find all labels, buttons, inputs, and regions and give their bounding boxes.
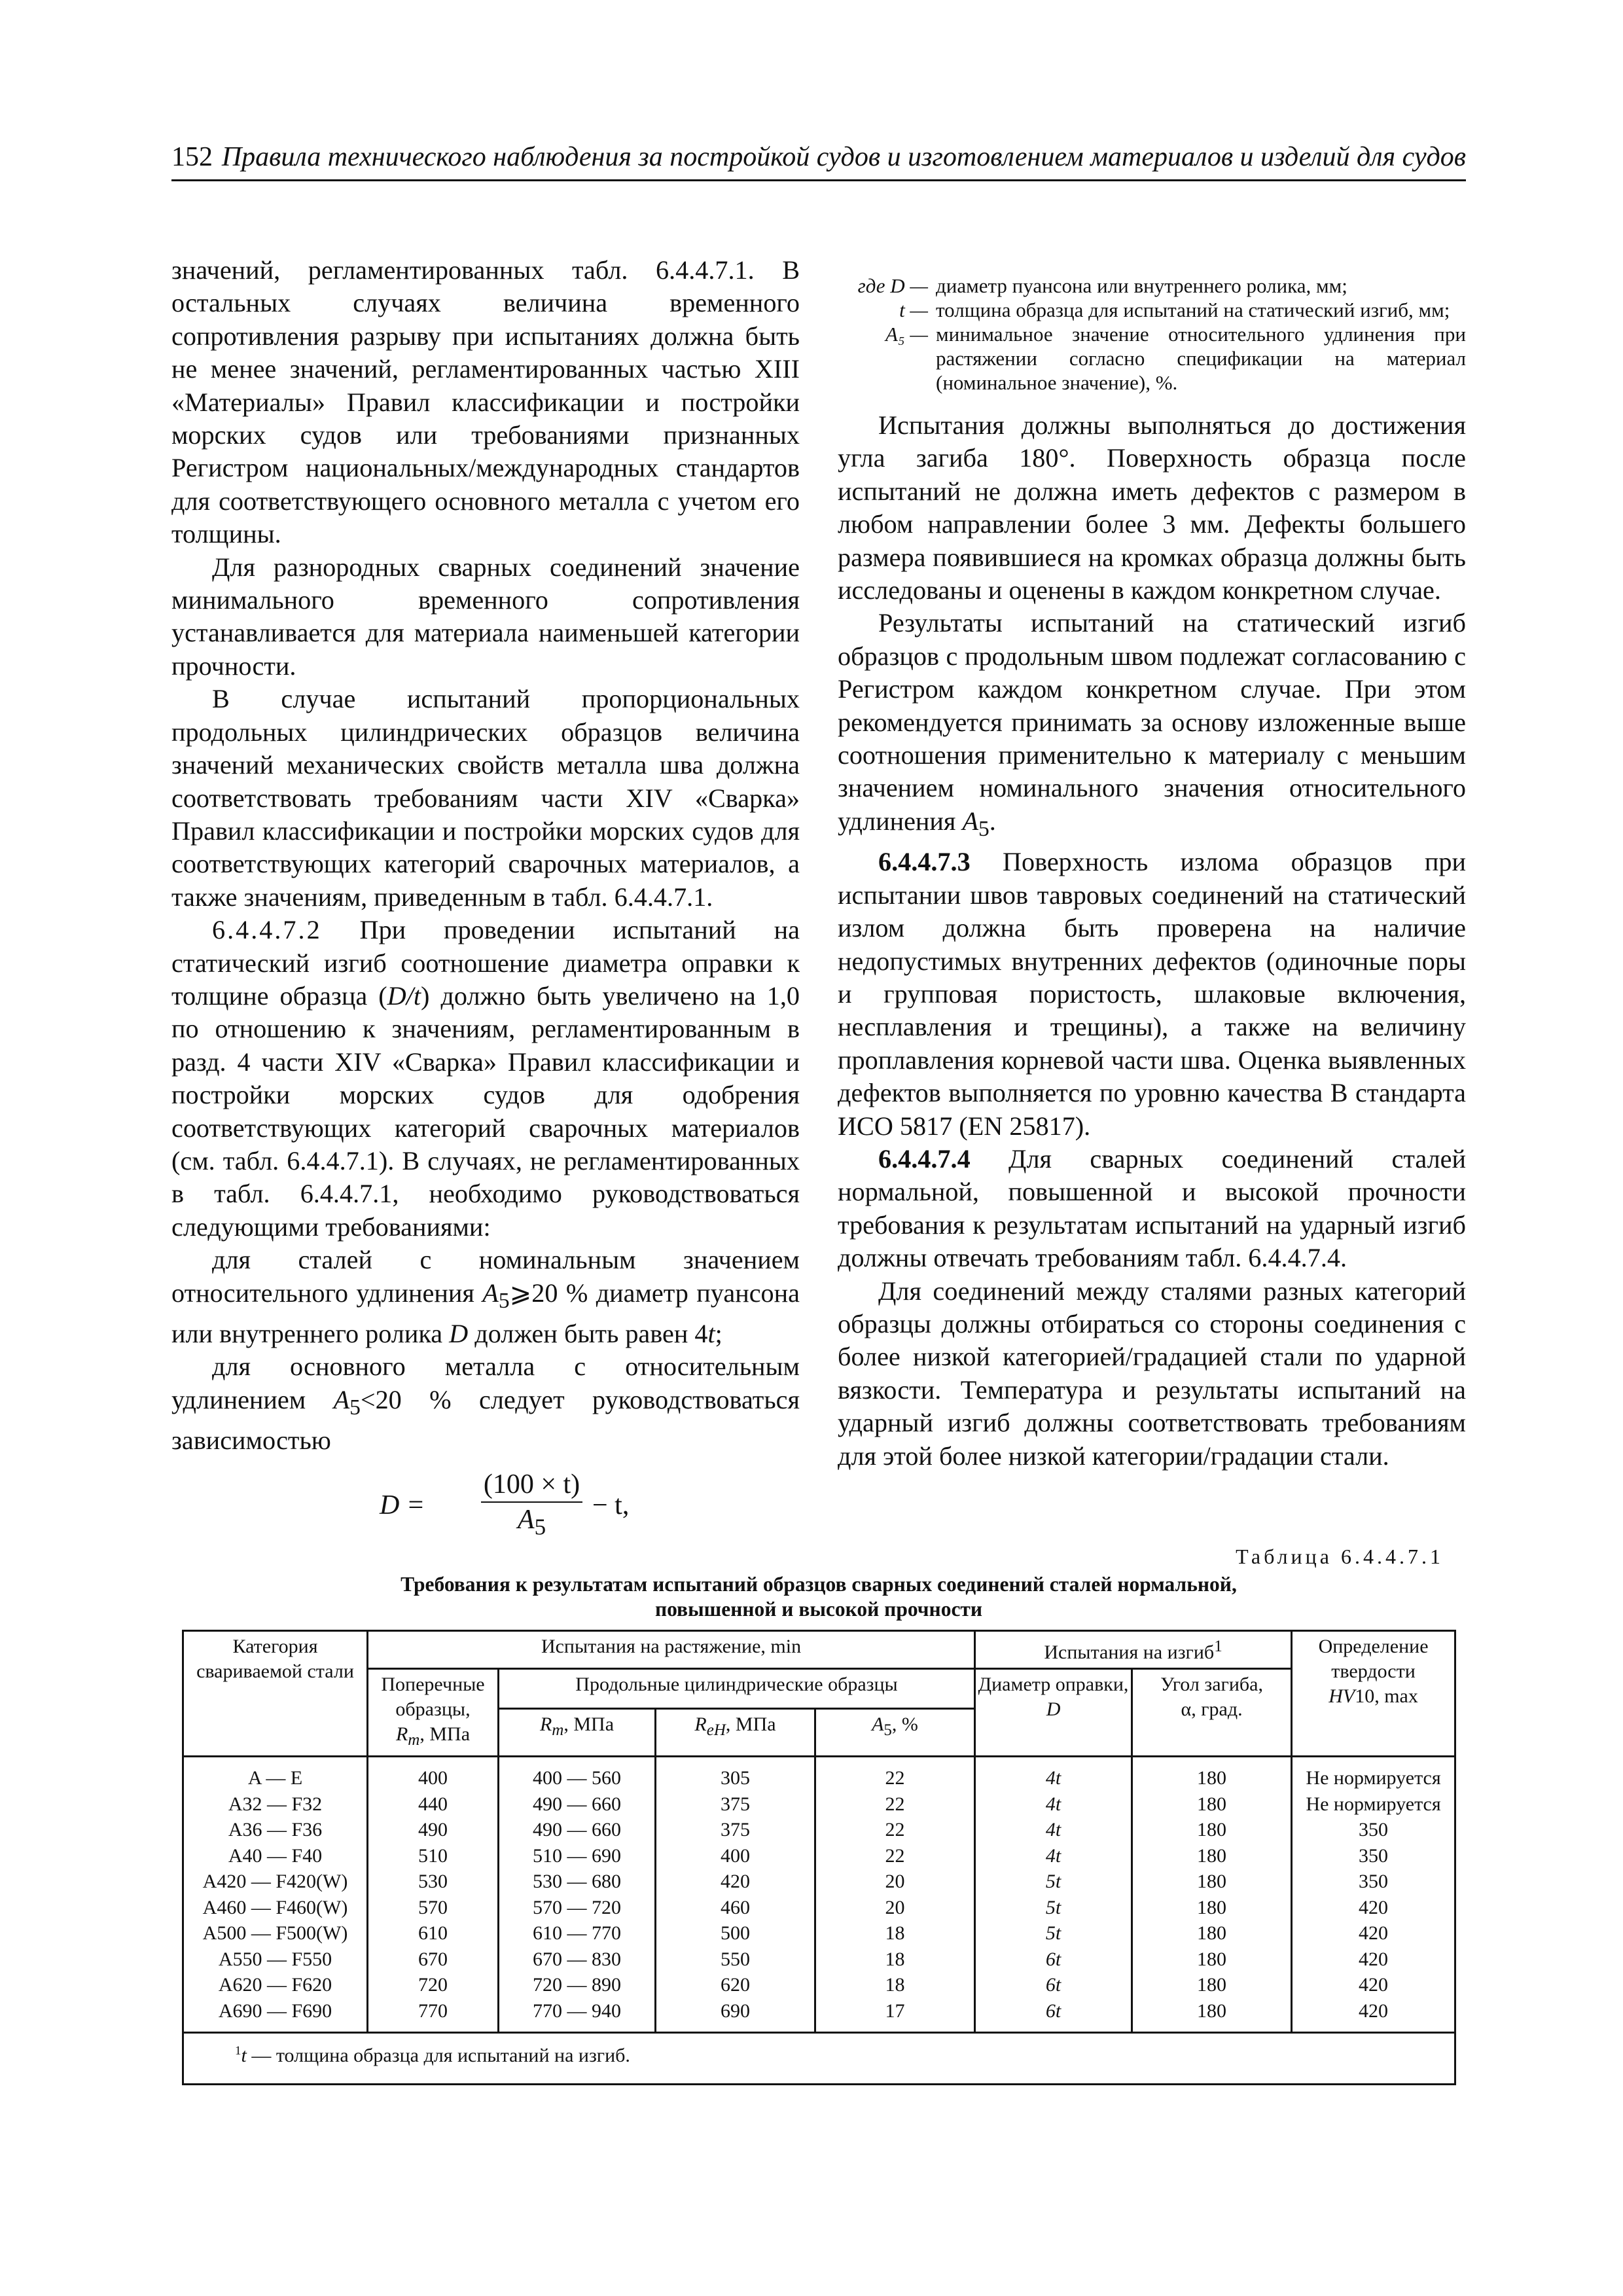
table-cell: 4t [1045, 1819, 1061, 1840]
formula-lhs: D = [380, 1490, 425, 1520]
table-cell: 180 [1197, 1896, 1227, 1918]
table-cell: 6t [1045, 1974, 1061, 1996]
paragraph: Для соединений между сталями разных категорий образцы должны отбираться со стороны соединения с более низкой категорией/градацией стали по ударной вязкости. Температура и результаты испытаний на ударный изгиб должны соответствовать требованиям для этой более низкой категории/градации стали. [838, 1276, 1466, 1471]
table-cell: 420 [1359, 1974, 1389, 1996]
table-cell: 22 [885, 1793, 905, 1815]
table-cell: 17 [885, 2000, 905, 2022]
formula-fraction [481, 1469, 582, 1540]
paragraph: Результаты испытаний на статический изгиб образцов с продольным швом подлежат согласованию с Регистром каждом конкретном случае. При этом рекомендуется принимать за основу изложенные выше соотношения применительно к материалу с меньшим значением номинального значения относительного удлинения $A_5$. [838, 608, 1466, 841]
header-longitudinal: Продольные цилиндрические образцы [499, 1669, 975, 1709]
page-header [171, 140, 1466, 181]
right-column [838, 274, 1466, 1473]
column-rm-longitudinal [499, 1757, 656, 2033]
definition-row: A₅ — минимальное значение относительного удлинения при растяжении согласно спецификации на материал (номинальное значение), %. [885, 323, 1466, 394]
table-footnote-row [183, 2033, 1455, 2085]
table-header-row [183, 1631, 1455, 1669]
table-cell: 18 [885, 1922, 905, 1944]
table-cell: 670 [418, 1948, 448, 1970]
header-hardness: Определение твердости HV10, max [1292, 1631, 1455, 1757]
table-cell: 550 [721, 1948, 750, 1970]
table-cell: 350 [1359, 1844, 1389, 1867]
table-cell: 530 [418, 1871, 448, 1892]
table-cell: 375 [721, 1793, 750, 1815]
table-cell: 720 — 890 [533, 1974, 621, 1996]
table-cell: 490 — 660 [533, 1793, 621, 1815]
paragraph: Для разнородных сварных соединений значение минимального временного сопротивления устанавливается для материала наименьшей категории прочности. [171, 552, 800, 681]
table-cell: 420 [1359, 1948, 1389, 1970]
formula-rhs: − t, [592, 1490, 630, 1520]
column-mandrel [975, 1757, 1132, 2033]
header-bend: Испытания на изгиб$^1$ [975, 1631, 1292, 1669]
table-cell: 180 [1197, 1767, 1227, 1789]
table-cell: 350 [1359, 1871, 1389, 1892]
table-cell: 400 [721, 1844, 750, 1867]
table-cell: A40 — F40 [228, 1844, 323, 1867]
table-cell: 420 [721, 1871, 750, 1892]
table-cell: 180 [1197, 1871, 1227, 1892]
table-cell: 420 [1359, 1896, 1389, 1918]
table-footnote: $^1$t — толщина образца для испытаний на изгиб. [183, 2033, 1455, 2085]
paragraph-6-4-4-7-3: 6.4.4.7.3 Поверхность излома образцов при испытании швов тавровых соединений на статический излом должна быть проверена на наличие недопустимых внутренних дефектов (одиночные поры и групповая пористость, шлаковые включения, несплавления и трещины), а также на величину проплавления корневой части шва. Оценка выявленных дефектов выполняется по уровню качества В стандарта ИСО 5817 (EN 25817). [838, 847, 1466, 1141]
table-cell: 5t [1045, 1922, 1061, 1944]
header-transverse: Поперечные образцы, $R_m$, МПа [368, 1669, 499, 1757]
table-cell: 440 [418, 1793, 448, 1815]
table-data-block [183, 1757, 1455, 2033]
definition-row: t — толщина образца для испытаний на статический изгиб, мм; [899, 298, 1450, 321]
table-cell: 690 [721, 2000, 750, 2022]
column-hardness [1292, 1757, 1455, 2033]
header-angle: Угол загиба, α, град. [1132, 1669, 1292, 1757]
table-cell: 670 — 830 [533, 1948, 621, 1970]
table-cell: 22 [885, 1844, 905, 1867]
table-cell: 180 [1197, 1948, 1227, 1970]
paragraph: Испытания должны выполняться до достижения угла загиба 180°. Поверхность образца после испытаний не должна иметь дефектов с размером в любом направлении более 3 мм. Дефекты большего размера появившиеся на кромках образца должны быть исследованы и оценены в каждом конкретном случае. [838, 410, 1466, 605]
table-cell: 570 [418, 1896, 448, 1918]
table-cell: 4t [1045, 1767, 1061, 1789]
header-mandrel: Диаметр оправки, D [975, 1669, 1132, 1757]
running-title: Правила технического наблюдения за постройкой судов и изготовлением материалов и изделий для судов [221, 142, 1466, 172]
formula-numerator: (100 × t) [481, 1469, 582, 1503]
column-category [183, 1757, 368, 2033]
table-cell: 770 [418, 2000, 448, 2022]
table-cell: 530 — 680 [533, 1871, 621, 1892]
table-cell: A550 — F550 [218, 1948, 332, 1970]
column-a5 [815, 1757, 975, 2033]
section-number: 6.4.4.7.4 [878, 1143, 971, 1174]
table-cell: 610 — 770 [533, 1922, 621, 1944]
table-cell: 620 [721, 1974, 750, 1996]
definition-row: где D — диаметр пуансона или внутреннего ролика, мм; [857, 274, 1347, 297]
table-cell: 490 [418, 1819, 448, 1840]
table-cell: 20 [885, 1871, 905, 1892]
table-cell: 18 [885, 1974, 905, 1996]
table-cell: A32 — F32 [228, 1793, 323, 1815]
requirements-table [182, 1630, 1456, 2085]
paragraph: для основного металла с относительным удлинением $A_5<20$ % следует руководствоваться зависимостью [171, 1352, 800, 1456]
table-cell: A — E [247, 1767, 303, 1789]
table-cell: 180 [1197, 1819, 1227, 1840]
table-cell: 420 [1359, 1922, 1389, 1944]
table-cell: 400 [418, 1767, 448, 1789]
table-cell: A420 — F420(W) [202, 1871, 348, 1892]
table-cell: 4t [1045, 1844, 1061, 1867]
table-cell: 180 [1197, 1844, 1227, 1867]
table-cell: 570 — 720 [533, 1896, 621, 1918]
table-cell: A500 — F500(W) [202, 1922, 348, 1944]
table-cell: 720 [418, 1974, 448, 1996]
section-number: 6.4.4.7.3 [878, 847, 971, 877]
paragraph: В случае испытаний пропорциональных продольных цилиндрических образцов величина значений механических свойств металла шва должна соответствовать требованиям части XIV «Сварка» Правил классификации и постройки морских судов для соответствующих категорий сварочных материалов, а также значениям, приведенным в табл. 6.4.4.7.1. [171, 684, 800, 912]
table-cell: 460 [721, 1896, 750, 1918]
page-number: 152 [171, 142, 213, 172]
table-cell: 22 [885, 1767, 905, 1789]
table-cell: A690 — F690 [218, 2000, 332, 2022]
paragraph-6-4-4-7-4: 6.4.4.7.4 Для сварных соединений сталей нормальной, повышенной и высокой прочности требования к результатам испытаний на ударный изгиб должны отвечать требованиям табл. 6.4.4.7.4. [838, 1143, 1466, 1273]
table-label: Таблица 6.4.4.7.1 [1236, 1545, 1444, 1568]
column-reh [656, 1757, 815, 2033]
table-cell: Не нормируется [1306, 1767, 1441, 1789]
table-cell: 305 [721, 1767, 750, 1789]
table-cell: 180 [1197, 1974, 1227, 1996]
definitions [838, 274, 1466, 395]
table-cell: 180 [1197, 2000, 1227, 2022]
table-cell: A36 — F36 [228, 1819, 323, 1840]
table-cell: 180 [1197, 1793, 1227, 1815]
table-cell: 350 [1359, 1819, 1389, 1840]
table-cell: 510 [418, 1844, 448, 1867]
table-cell: 22 [885, 1819, 905, 1840]
table-cell: 500 [721, 1922, 750, 1944]
paragraph: значений, регламентированных табл. 6.4.4.7.1. В остальных случаях величина временного сопротивления разрыву при испытаниях должна быть не менее значений, регламентированных частью XIII «Материалы» Правил классификации и постройки морских судов или требованиями признанных Регистром национальных/международных стандартов для соответствующего основного металла с учетом его толщины. [171, 255, 800, 549]
table-cell: 490 — 660 [533, 1819, 621, 1840]
header-a5: $A_5$, % [815, 1709, 975, 1757]
table-cell: 5t [1045, 1871, 1061, 1892]
paragraph-6-4-4-7-2: 6.4.4.7.2 При проведении испытаний на статический изгиб соотношение диаметра оправки к толщине образца (D/t) должно быть увеличено на 1,0 по отношению к значениям, регламентированным в разд. 4 части XIV «Сварка» Правил классификации и постройки морских судов для одобрения соответствующих категорий сварочных материалов (см. табл. 6.4.4.7.1). В случаях, не регламентированных в табл. 6.4.4.7.1, необходимо руководствоваться следующими требованиями: [171, 915, 800, 1242]
table-cell: 420 [1359, 2000, 1389, 2022]
table-cell: Не нормируется [1306, 1793, 1441, 1815]
header-reh: $R_{eH}$, МПа [656, 1709, 815, 1757]
table-cell: 180 [1197, 1922, 1227, 1944]
left-column [171, 254, 800, 1458]
table-cell: 6t [1045, 1948, 1061, 1970]
table-cell: A460 — F460(W) [202, 1896, 348, 1918]
section-number: 6.4.4.7.2 [212, 915, 322, 945]
header-category: Категория свариваемой стали [183, 1631, 368, 1757]
table-cell: 4t [1045, 1793, 1061, 1815]
table-cell: 510 — 690 [533, 1844, 621, 1867]
formula [380, 1469, 654, 1541]
formula-denominator: $A_5$ [517, 1505, 546, 1540]
table-cell: 400 — 560 [533, 1767, 621, 1789]
column-rm-transverse [368, 1757, 499, 2033]
table-header-row [183, 1669, 1455, 1709]
table-cell: 770 — 940 [533, 2000, 621, 2022]
column-angle [1132, 1757, 1292, 2033]
header-rm: $R_m$, МПа [499, 1709, 656, 1757]
table-cell: 610 [418, 1922, 448, 1944]
table-cell: 6t [1045, 2000, 1061, 2022]
table-cell: 375 [721, 1819, 750, 1840]
table-cell: 20 [885, 1896, 905, 1918]
table-cell: A620 — F620 [218, 1974, 332, 1996]
table-cell: 18 [885, 1948, 905, 1970]
table-title: Требования к результатам испытаний образцов сварных соединений сталей нормальной, повышенной и высокой прочности [401, 1573, 1237, 1621]
header-tensile: Испытания на растяжение, min [368, 1631, 975, 1669]
paragraph: для сталей с номинальным значением относительного удлинения $A_5⩾20$ % диаметр пуансона или внутреннего ролика D должен быть равен 4t; [171, 1245, 800, 1349]
table-cell: 5t [1045, 1896, 1061, 1918]
